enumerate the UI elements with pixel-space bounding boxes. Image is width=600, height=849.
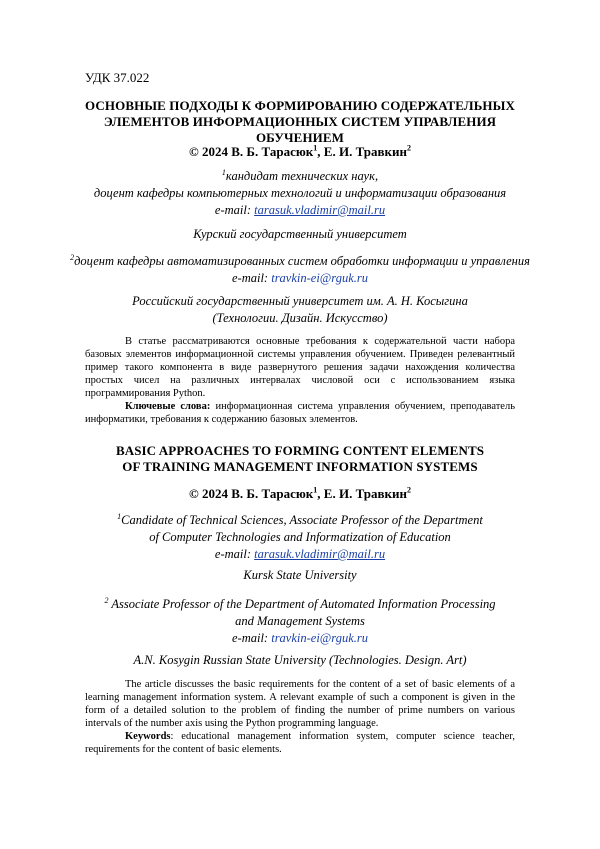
ru-title — [60, 98, 540, 146]
ru-aff1-line2: доцент кафедры компьютерных технологий и информатизации образования — [93, 186, 507, 200]
ru-aff2-sup: 2 — [70, 252, 75, 262]
ru-author1-sup: 1 — [313, 143, 318, 153]
ru-keywords-text: информационная система управления обучением, преподаватель информатики, требования к содержанию базовых элементов. — [85, 401, 515, 425]
en-affiliation-2 — [60, 596, 540, 647]
en-org-2: A.N. Kosygin Russian State University (Technologies. Design. Art) — [133, 653, 467, 667]
en-authors — [60, 486, 540, 502]
en-keywords-text: : educational management information system, computer science teacher, requirements for the content of basic elements. — [85, 731, 515, 755]
en-aff1-email-label: e-mail: — [214, 547, 255, 561]
ru-title-line1: ОСНОВНЫЕ ПОДХОДЫ К ФОРМИРОВАНИЮ СОДЕРЖАТЕЛЬНЫХ — [85, 98, 515, 113]
en-title-line2: OF TRAINING MANAGEMENT INFORMATION SYSTEMS — [122, 459, 478, 474]
en-authors-prefix: © 2024 В. Б. Тарасюк — [189, 486, 314, 501]
en-org-1: Kursk State University — [243, 568, 357, 582]
en-aff2-sup: 2 — [104, 595, 109, 605]
ru-keywords — [85, 400, 515, 426]
ru-title-line2: ЭЛЕМЕНТОВ ИНФОРМАЦИОННЫХ СИСТЕМ УПРАВЛЕНИЯ ОБУЧЕНИЕМ — [103, 114, 497, 145]
en-affiliation-1 — [60, 512, 540, 563]
ru-affiliation-1 — [60, 168, 540, 219]
ru-aff1-sup: 1 — [221, 167, 226, 177]
en-aff1-email-link[interactable]: tarasuk.vladimir@mail.ru — [254, 547, 386, 561]
en-abstract-text: The article discusses the basic requirements for the content of a set of basic elements of a learning management information system. A relevant example of such a component is given in the form of a detailed solution to the problem of finding the number of prime numbers on various intervals of the number axis using the Python programming language. — [85, 679, 515, 729]
ru-aff1-email-label: e-mail: — [214, 203, 255, 217]
ru-aff2-email[interactable]: travkin-ei@rguk.ru — [271, 271, 368, 285]
en-aff2-email-label: e-mail: — [231, 631, 272, 645]
en-abstract — [85, 678, 515, 756]
ru-aff1-line1: кандидат технических наук, — [225, 169, 379, 183]
ru-affiliation-2 — [40, 253, 560, 287]
ru-authors-prefix: © 2024 В. Б. Тарасюк — [189, 144, 314, 159]
ru-abstract-text: В статье рассматриваются основные требования к содержательной части набора базовых элементов информационной системы управления обучением. Приведен релевантный пример такого компонента в виде развернутого решения задачи нахождения количества простых чисел на различных интервалах числовой оси с использованием языка программирования Python. — [85, 336, 515, 399]
ru-org-2 — [60, 293, 540, 327]
en-aff2-line2: and Management Systems — [235, 614, 365, 628]
en-aff1-line1: Candidate of Technical Sciences, Associate Professor of the Department — [121, 513, 483, 527]
ru-abstract — [85, 335, 515, 426]
en-aff1-line2: of Computer Technologies and Informatization of Education — [149, 530, 451, 544]
en-keywords — [85, 730, 515, 756]
en-author2-sup: 2 — [406, 485, 411, 495]
en-authors-sep: , Е. И. Травкин — [317, 486, 407, 501]
ru-aff2-line1: доцент кафедры автоматизированных систем обработки информации и управления — [74, 254, 530, 268]
ru-aff1-email-link[interactable]: tarasuk.vladimir@mail.ru — [254, 203, 386, 217]
en-title-line1: BASIC APPROACHES TO FORMING CONTENT ELEMENTS — [115, 443, 485, 458]
ru-author2-sup: 2 — [406, 143, 411, 153]
en-author1-sup: 1 — [313, 485, 318, 495]
en-aff1-sup: 1 — [117, 511, 122, 521]
ru-aff2-email-label: e-mail: — [231, 271, 272, 285]
ru-keywords-label: Ключевые слова: — [125, 401, 211, 412]
ru-org-1: Курский государственный университет — [193, 227, 407, 241]
en-aff2-email[interactable]: travkin-ei@rguk.ru — [271, 631, 368, 645]
ru-org2-line1: Российский государственный университет им. А. Н. Косыгина — [132, 294, 468, 308]
en-keywords-label: Keywords — [125, 731, 171, 742]
en-aff2-line1: Associate Professor of the Department of Automated Information Processing — [108, 597, 496, 611]
ru-authors — [60, 144, 540, 160]
en-title — [60, 443, 540, 475]
ru-org2-line2: (Технологии. Дизайн. Искусство) — [212, 311, 388, 325]
udk-code: УДК 37.022 — [85, 70, 150, 85]
ru-authors-sep: , Е. И. Травкин — [317, 144, 407, 159]
